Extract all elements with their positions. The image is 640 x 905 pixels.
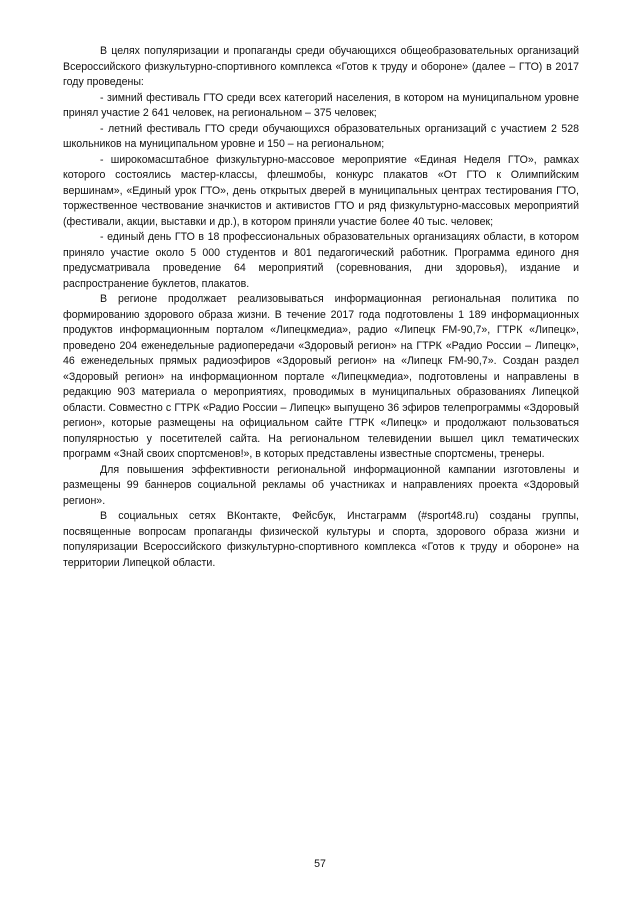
paragraph-social-networks: В социальных сетях ВКонтакте, Фейсбук, Инстаграмм (#sport48.ru) созданы группы, посвященные вопросам пропаганды физической культуры и спорта, здорового образа жизни и популяризации Всероссийского физкультурно-спортивного комплекса «Готов к труду и обороне» на территории Липецкой области. xyxy=(63,510,579,569)
paragraph-intro: В целях популяризации и пропаганды среди обучающихся общеобразовательных организаций Всероссийского физкультурно-спортивного комплекса «Готов к труду и обороне» (далее – ГТО) в 2017 году проведены: xyxy=(63,45,579,88)
paragraph-banners: Для повышения эффективности региональной информационной кампании изготовлены и размещены 99 баннеров социальной рекламы об участниках и направлениях проекта «Здоровый регион». xyxy=(63,463,579,507)
page-number: 57 xyxy=(314,858,326,870)
list-item-gto-week: - широкомасштабное физкультурно-массовое мероприятие «Единая Неделя ГТО», рамках которого состоялись мастер-классы, флешмобы, конкурс плакатов «От ГТО к Олимпийским вершинам», «Единый урок ГТО», день открытых дверей в муниципальных центрах тестирования ГТО, торжественное чествование значкистов и активистов ГТО и ряд физкультурно-массовых мероприятий (фестивали, акции, выставки и др.), в котором приняли участие более 40 тыс. человек; xyxy=(63,153,579,228)
list-item-gto-day: - единый день ГТО в 18 профессиональных образовательных организациях области, в котором приняло участие около 5 000 студентов и 801 педагогический работник. Программа единого дня предусматривала проведение 64 мероприятий (соревнования, дни здоровья), издание и распространение буклетов, плакатов. xyxy=(63,231,579,290)
document-body xyxy=(63,44,579,571)
paragraph-info-policy: В регионе продолжает реализовываться информационная региональная политика по формированию здорового образа жизни. В течение 2017 года подготовлены 1 189 информационных продуктов информационным порталом «Липецкмедиа», радио «Липецк FM-90,7», ГТРК «Липецк», проведено 204 еженедельные радиопередачи «Здоровый регион» на ГТРК «Радио России – Липецк», 46 еженедельных прямых радиоэфиров «Здоровый регион» на «Липецк FM-90,7». Создан раздел «Здоровый регион» на информационном портале «Липецкмедиа», подготовлены и направлены в редакцию 903 материала о мероприятиях, проводимых в муниципальных образованиях Липецкой области. Совместно с ГТРК «Радио России – Липецк» выпущено 36 эфиров телепрограммы «Здоровый регион», которые размещены на официальном сайте ГТРК «Липецк» и продолжают пользоваться популярностью у посетителей сайта. На региональном телевидении вышел цикл тематических программ «Знай своих спортсменов!», в которых представлены известные спортсмены, тренеры. xyxy=(63,293,579,460)
list-item-summer-festival: - летний фестиваль ГТО среди обучающихся образовательных организаций с участием 2 528 школьников на муниципальном уровне и 150 – на региональном; xyxy=(63,122,579,150)
list-item-winter-festival: - зимний фестиваль ГТО среди всех категорий населения, в котором на муниципальном уровне принял участие 2 641 человек, на региональном – 375 человек; xyxy=(63,91,579,119)
